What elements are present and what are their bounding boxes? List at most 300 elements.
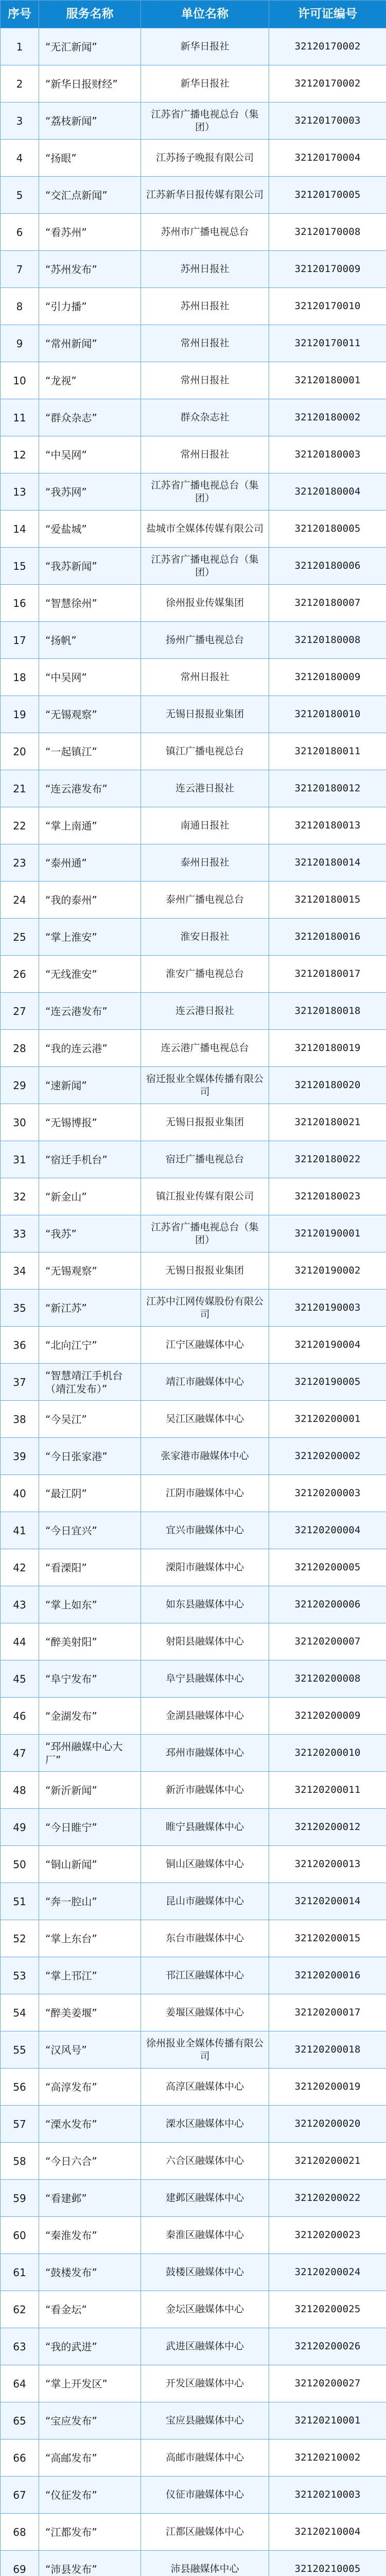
- unit-name-cell: 群众杂志社: [141, 399, 269, 436]
- license-number-cell: 32120200027: [269, 2365, 386, 2402]
- table-row: [1, 103, 386, 140]
- no-cell: 18: [1, 659, 39, 696]
- license-number-cell: 32120180018: [269, 993, 386, 1030]
- table-row: [1, 919, 386, 956]
- table-row: [1, 1290, 386, 1327]
- service-name-cell: “无汇新闻”: [39, 28, 141, 65]
- unit-name-cell: 高淳区融媒体中心: [141, 2069, 269, 2106]
- license-number-cell: 32120190002: [269, 1252, 386, 1290]
- service-name-cell: “连云港发布”: [39, 993, 141, 1030]
- service-name-cell: “新江苏”: [39, 1290, 141, 1327]
- table-row: [1, 659, 386, 696]
- license-number-cell: 32120180014: [269, 844, 386, 882]
- license-number-cell: 32120170009: [269, 251, 386, 288]
- header-unit-name: 单位名称: [141, 1, 269, 28]
- unit-name-cell: 武进区融媒体中心: [141, 2328, 269, 2365]
- unit-name-cell: 东台市融媒体中心: [141, 1920, 269, 1957]
- service-name-cell: “掌上东台”: [39, 1920, 141, 1957]
- unit-name-cell: 沛县融媒体中心: [141, 2551, 269, 2576]
- license-number-cell: 32120200001: [269, 1401, 386, 1438]
- table-row: [1, 1067, 386, 1104]
- table-row: [1, 140, 386, 177]
- license-number-cell: 32120200021: [269, 2143, 386, 2180]
- no-cell: 8: [1, 288, 39, 325]
- unit-name-cell: 建邺区融媒体中心: [141, 2180, 269, 2217]
- license-number-cell: 32120180012: [269, 770, 386, 807]
- unit-name-cell: 扬州广播电视总台: [141, 622, 269, 659]
- table-row: [1, 1327, 386, 1364]
- unit-name-cell: 常州日报社: [141, 362, 269, 399]
- service-name-cell: “今日睢宁”: [39, 1809, 141, 1846]
- service-name-cell: “智慧徐州”: [39, 585, 141, 622]
- unit-name-cell: 镇江广播电视总台: [141, 733, 269, 770]
- table-row: [1, 1809, 386, 1846]
- license-number-cell: 32120190005: [269, 1364, 386, 1401]
- no-cell: 26: [1, 956, 39, 993]
- no-cell: 10: [1, 362, 39, 399]
- no-cell: 16: [1, 585, 39, 622]
- unit-name-cell: 邗江区融媒体中心: [141, 1957, 269, 1994]
- service-name-cell: “掌上如东”: [39, 1586, 141, 1623]
- no-cell: 13: [1, 473, 39, 511]
- unit-name-cell: 淮安广播电视总台: [141, 956, 269, 993]
- service-name-cell: “常州新闻”: [39, 325, 141, 362]
- table-row: [1, 622, 386, 659]
- service-name-cell: “智慧靖江手机台（靖江发布）”: [39, 1364, 141, 1401]
- unit-name-cell: 吴江区融媒体中心: [141, 1401, 269, 1438]
- service-name-cell: “速新闻”: [39, 1067, 141, 1104]
- service-name-cell: “掌上开发区”: [39, 2365, 141, 2402]
- table-row: [1, 956, 386, 993]
- no-cell: 11: [1, 399, 39, 436]
- unit-name-cell: 宜兴市融媒体中心: [141, 1512, 269, 1549]
- no-cell: 32: [1, 1178, 39, 1215]
- no-cell: 15: [1, 548, 39, 585]
- license-number-cell: 32120200011: [269, 1772, 386, 1809]
- no-cell: 55: [1, 2031, 39, 2069]
- service-name-cell: “鼓楼发布”: [39, 2254, 141, 2291]
- table-row: [1, 473, 386, 511]
- license-number-cell: 32120200015: [269, 1920, 386, 1957]
- service-name-cell: “荔枝新闻”: [39, 103, 141, 140]
- no-cell: 50: [1, 1846, 39, 1883]
- no-cell: 62: [1, 2291, 39, 2328]
- license-number-cell: 32120180003: [269, 436, 386, 473]
- service-name-cell: “北向江宁”: [39, 1327, 141, 1364]
- license-number-cell: 32120200008: [269, 1660, 386, 1698]
- service-name-cell: “奔一腔山”: [39, 1883, 141, 1920]
- unit-name-cell: 江苏中江网传媒股份有限公司: [141, 1290, 269, 1327]
- license-number-cell: 32120170005: [269, 177, 386, 214]
- license-number-cell: 32120200005: [269, 1549, 386, 1586]
- no-cell: 19: [1, 696, 39, 733]
- license-number-cell: 32120170011: [269, 325, 386, 362]
- table-row: [1, 177, 386, 214]
- license-number-cell: 32120180021: [269, 1104, 386, 1141]
- no-cell: 34: [1, 1252, 39, 1290]
- license-number-cell: 32120180013: [269, 807, 386, 844]
- license-number-cell: 32120180008: [269, 622, 386, 659]
- unit-name-cell: 泰州广播电视总台: [141, 882, 269, 919]
- table-header: [1, 1, 386, 28]
- service-name-cell: “醉美射阳”: [39, 1623, 141, 1660]
- no-cell: 24: [1, 882, 39, 919]
- license-number-cell: 32120180023: [269, 1178, 386, 1215]
- table-row: [1, 770, 386, 807]
- license-number-cell: 32120200014: [269, 1883, 386, 1920]
- table-row: [1, 585, 386, 622]
- service-name-cell: “看苏州”: [39, 214, 141, 251]
- service-name-cell: “泰州通”: [39, 844, 141, 882]
- table-row: [1, 1215, 386, 1252]
- table-row: [1, 2439, 386, 2477]
- service-name-cell: “宝应发布”: [39, 2402, 141, 2439]
- table-row: [1, 1920, 386, 1957]
- license-number-cell: 32120180006: [269, 548, 386, 585]
- license-number-cell: 32120200023: [269, 2217, 386, 2254]
- table-row: [1, 1586, 386, 1623]
- service-name-cell: “最江阴”: [39, 1475, 141, 1512]
- service-name-cell: “无锡观察”: [39, 696, 141, 733]
- license-number-cell: 32120200009: [269, 1698, 386, 1735]
- unit-name-cell: 溧阳市融媒体中心: [141, 1549, 269, 1586]
- no-cell: 30: [1, 1104, 39, 1141]
- unit-name-cell: 宿迁广播电视总台: [141, 1141, 269, 1178]
- table-row: [1, 362, 386, 399]
- no-cell: 66: [1, 2439, 39, 2477]
- no-cell: 31: [1, 1141, 39, 1178]
- service-name-cell: “我的连云港”: [39, 1030, 141, 1067]
- service-name-cell: “无锡观察”: [39, 1252, 141, 1290]
- license-number-cell: 32120200026: [269, 2328, 386, 2365]
- no-cell: 6: [1, 214, 39, 251]
- service-name-cell: “金湖发布”: [39, 1698, 141, 1735]
- license-number-cell: 32120200012: [269, 1809, 386, 1846]
- license-number-cell: 32120200013: [269, 1846, 386, 1883]
- table-row: [1, 1660, 386, 1698]
- service-name-cell: “仪征发布”: [39, 2477, 141, 2514]
- unit-name-cell: 江苏省广播电视总台（集团）: [141, 1215, 269, 1252]
- no-cell: 41: [1, 1512, 39, 1549]
- service-name-cell: “无锡博报”: [39, 1104, 141, 1141]
- service-name-cell: “邳州融媒中心大厂”: [39, 1735, 141, 1772]
- service-name-cell: “一起镇江”: [39, 733, 141, 770]
- table-row: [1, 1438, 386, 1475]
- service-name-cell: “新华日报财经”: [39, 65, 141, 103]
- table-row: [1, 1735, 386, 1772]
- service-name-cell: “爱盐城”: [39, 511, 141, 548]
- license-number-cell: 32120200010: [269, 1735, 386, 1772]
- license-number-cell: 32120190004: [269, 1327, 386, 1364]
- unit-name-cell: 盐城市全媒体传媒有限公司: [141, 511, 269, 548]
- license-number-cell: 32120180019: [269, 1030, 386, 1067]
- license-number-cell: 32120190001: [269, 1215, 386, 1252]
- no-cell: 7: [1, 251, 39, 288]
- no-cell: 65: [1, 2402, 39, 2439]
- service-name-cell: “我苏”: [39, 1215, 141, 1252]
- license-number-cell: 32120210002: [269, 2439, 386, 2477]
- no-cell: 54: [1, 1994, 39, 2031]
- unit-name-cell: 靖江市融媒体中心: [141, 1364, 269, 1401]
- service-name-cell: “我苏网”: [39, 473, 141, 511]
- unit-name-cell: 江苏省广播电视总台（集团）: [141, 103, 269, 140]
- no-cell: 5: [1, 177, 39, 214]
- unit-name-cell: 鼓楼区融媒体中心: [141, 2254, 269, 2291]
- no-cell: 42: [1, 1549, 39, 1586]
- unit-name-cell: 宝应县融媒体中心: [141, 2402, 269, 2439]
- unit-name-cell: 姜堰区融媒体中心: [141, 1994, 269, 2031]
- license-number-cell: 32120170004: [269, 140, 386, 177]
- unit-name-cell: 宿迁报业全媒体传播有限公司: [141, 1067, 269, 1104]
- unit-name-cell: 江都区融媒体中心: [141, 2514, 269, 2551]
- no-cell: 20: [1, 733, 39, 770]
- unit-name-cell: 邳州市融媒体中心: [141, 1735, 269, 1772]
- service-name-cell: “高邮发布”: [39, 2439, 141, 2477]
- unit-name-cell: 铜山区融媒体中心: [141, 1846, 269, 1883]
- unit-name-cell: 连云港广播电视总台: [141, 1030, 269, 1067]
- unit-name-cell: 射阳县融媒体中心: [141, 1623, 269, 1660]
- no-cell: 64: [1, 2365, 39, 2402]
- no-cell: 69: [1, 2551, 39, 2576]
- license-number-cell: 32120200002: [269, 1438, 386, 1475]
- table-row: [1, 1549, 386, 1586]
- license-number-cell: 32120180011: [269, 733, 386, 770]
- license-number-cell: 32120200006: [269, 1586, 386, 1623]
- unit-name-cell: 金坛区融媒体中心: [141, 2291, 269, 2328]
- unit-name-cell: 昆山市融媒体中心: [141, 1883, 269, 1920]
- table-row: [1, 2477, 386, 2514]
- unit-name-cell: 江宁区融媒体中心: [141, 1327, 269, 1364]
- no-cell: 44: [1, 1623, 39, 1660]
- service-name-cell: “龙视”: [39, 362, 141, 399]
- no-cell: 53: [1, 1957, 39, 1994]
- unit-name-cell: 江苏新华日报传媒有限公司: [141, 177, 269, 214]
- no-cell: 68: [1, 2514, 39, 2551]
- table-row: [1, 1623, 386, 1660]
- table-row: [1, 511, 386, 548]
- unit-name-cell: 苏州日报社: [141, 251, 269, 288]
- table-row: [1, 1030, 386, 1067]
- unit-name-cell: 溧水区融媒体中心: [141, 2106, 269, 2143]
- unit-name-cell: 江苏省广播电视总台（集团）: [141, 473, 269, 511]
- license-number-cell: 32120200022: [269, 2180, 386, 2217]
- table-row: [1, 2143, 386, 2180]
- no-cell: 60: [1, 2217, 39, 2254]
- table-row: [1, 214, 386, 251]
- service-name-cell: “交汇点新闻”: [39, 177, 141, 214]
- service-name-cell: “秦淮发布”: [39, 2217, 141, 2254]
- license-number-cell: 32120200019: [269, 2069, 386, 2106]
- table-row: [1, 1698, 386, 1735]
- table-row: [1, 1401, 386, 1438]
- no-cell: 46: [1, 1698, 39, 1735]
- table-row: [1, 2254, 386, 2291]
- table-row: [1, 2551, 386, 2576]
- no-cell: 27: [1, 993, 39, 1030]
- no-cell: 37: [1, 1364, 39, 1401]
- service-name-cell: “扬帆”: [39, 622, 141, 659]
- no-cell: 28: [1, 1030, 39, 1067]
- service-name-cell: “醉美姜堰”: [39, 1994, 141, 2031]
- service-name-cell: “今日宜兴”: [39, 1512, 141, 1549]
- unit-name-cell: 常州日报社: [141, 325, 269, 362]
- license-number-cell: 32120180015: [269, 882, 386, 919]
- service-name-cell: “我的武进”: [39, 2328, 141, 2365]
- unit-name-cell: 泰州日报社: [141, 844, 269, 882]
- license-number-cell: 32120180001: [269, 362, 386, 399]
- service-name-cell: “中吴网”: [39, 659, 141, 696]
- service-name-cell: “中吴网”: [39, 436, 141, 473]
- no-cell: 52: [1, 1920, 39, 1957]
- table-row: [1, 2402, 386, 2439]
- service-name-cell: “引力播”: [39, 288, 141, 325]
- service-name-cell: “看溧阳”: [39, 1549, 141, 1586]
- table-row: [1, 1104, 386, 1141]
- table-row: [1, 2514, 386, 2551]
- unit-name-cell: 江苏省广播电视总台（集团）: [141, 548, 269, 585]
- service-name-cell: “扬眼”: [39, 140, 141, 177]
- license-number-cell: 32120180002: [269, 399, 386, 436]
- table-row: [1, 733, 386, 770]
- header-no: 序号: [1, 1, 39, 28]
- license-number-cell: 32120200007: [269, 1623, 386, 1660]
- table-row: [1, 807, 386, 844]
- license-number-cell: 32120200025: [269, 2291, 386, 2328]
- license-number-cell: 32120180022: [269, 1141, 386, 1178]
- table-row: [1, 251, 386, 288]
- service-name-cell: “看金坛”: [39, 2291, 141, 2328]
- no-cell: 51: [1, 1883, 39, 1920]
- table-row: [1, 1141, 386, 1178]
- unit-name-cell: 常州日报社: [141, 659, 269, 696]
- service-name-cell: “汉风号”: [39, 2031, 141, 2069]
- unit-name-cell: 连云港日报社: [141, 993, 269, 1030]
- no-cell: 25: [1, 919, 39, 956]
- license-number-cell: 32120210005: [269, 2551, 386, 2576]
- no-cell: 49: [1, 1809, 39, 1846]
- no-cell: 1: [1, 28, 39, 65]
- table-row: [1, 2106, 386, 2143]
- unit-name-cell: 秦淮区融媒体中心: [141, 2217, 269, 2254]
- table-row: [1, 1475, 386, 1512]
- unit-name-cell: 南通日报社: [141, 807, 269, 844]
- license-number-cell: 32120180020: [269, 1067, 386, 1104]
- license-number-cell: 32120200016: [269, 1957, 386, 1994]
- no-cell: 14: [1, 511, 39, 548]
- table-row: [1, 288, 386, 325]
- license-number-cell: 32120180010: [269, 696, 386, 733]
- unit-name-cell: 无锡日报报业集团: [141, 696, 269, 733]
- table-row: [1, 436, 386, 473]
- unit-name-cell: 高邮市融媒体中心: [141, 2439, 269, 2477]
- license-number-cell: 32120200003: [269, 1475, 386, 1512]
- license-number-cell: 32120180009: [269, 659, 386, 696]
- table-row: [1, 548, 386, 585]
- no-cell: 4: [1, 140, 39, 177]
- service-name-cell: “掌上南通”: [39, 807, 141, 844]
- service-name-cell: “掌上邗江”: [39, 1957, 141, 1994]
- service-name-cell: “沛县发布”: [39, 2551, 141, 2576]
- table-row: [1, 993, 386, 1030]
- unit-name-cell: 仪征市融媒体中心: [141, 2477, 269, 2514]
- table-row: [1, 28, 386, 65]
- unit-name-cell: 江苏扬子晚报有限公司: [141, 140, 269, 177]
- service-name-cell: “群众杂志”: [39, 399, 141, 436]
- unit-name-cell: 徐州报业传媒集团: [141, 585, 269, 622]
- table-row: [1, 65, 386, 103]
- no-cell: 47: [1, 1735, 39, 1772]
- no-cell: 61: [1, 2254, 39, 2291]
- no-cell: 57: [1, 2106, 39, 2143]
- no-cell: 17: [1, 622, 39, 659]
- service-name-cell: “今日六合”: [39, 2143, 141, 2180]
- unit-name-cell: 新沂市融媒体中心: [141, 1772, 269, 1809]
- table-row: [1, 2031, 386, 2069]
- table-row: [1, 2069, 386, 2106]
- license-number-cell: 32120210004: [269, 2514, 386, 2551]
- table-row: [1, 325, 386, 362]
- no-cell: 9: [1, 325, 39, 362]
- table-body: [1, 28, 386, 2576]
- table-row: [1, 2180, 386, 2217]
- table-row: [1, 1252, 386, 1290]
- service-name-cell: “我的泰州”: [39, 882, 141, 919]
- unit-name-cell: 六合区融媒体中心: [141, 2143, 269, 2180]
- license-number-cell: 32120180017: [269, 956, 386, 993]
- unit-name-cell: 苏州市广播电视总台: [141, 214, 269, 251]
- license-number-cell: 32120200024: [269, 2254, 386, 2291]
- service-name-cell: “新金山”: [39, 1178, 141, 1215]
- unit-name-cell: 江阴市融媒体中心: [141, 1475, 269, 1512]
- no-cell: 40: [1, 1475, 39, 1512]
- no-cell: 22: [1, 807, 39, 844]
- table-row: [1, 2291, 386, 2328]
- table-row: [1, 1178, 386, 1215]
- no-cell: 48: [1, 1772, 39, 1809]
- table-row: [1, 2365, 386, 2402]
- unit-name-cell: 睢宁县融媒体中心: [141, 1809, 269, 1846]
- table-row: [1, 1957, 386, 1994]
- header-row: [1, 1, 386, 28]
- unit-name-cell: 连云港日报社: [141, 770, 269, 807]
- license-number-cell: 32120200017: [269, 1994, 386, 2031]
- no-cell: 29: [1, 1067, 39, 1104]
- no-cell: 63: [1, 2328, 39, 2365]
- table-row: [1, 2217, 386, 2254]
- license-number-cell: 32120210003: [269, 2477, 386, 2514]
- service-name-cell: “江都发布”: [39, 2514, 141, 2551]
- unit-name-cell: 如东县融媒体中心: [141, 1586, 269, 1623]
- table-row: [1, 882, 386, 919]
- service-name-cell: “今吴江”: [39, 1401, 141, 1438]
- no-cell: 2: [1, 65, 39, 103]
- license-number-cell: 32120170002: [269, 65, 386, 103]
- no-cell: 35: [1, 1290, 39, 1327]
- license-number-cell: 32120180004: [269, 473, 386, 511]
- unit-name-cell: 金湖县融媒体中心: [141, 1698, 269, 1735]
- no-cell: 39: [1, 1438, 39, 1475]
- unit-name-cell: 无锡日报报业集团: [141, 1252, 269, 1290]
- unit-name-cell: 苏州日报社: [141, 288, 269, 325]
- table-row: [1, 2328, 386, 2365]
- service-name-cell: “今日张家港”: [39, 1438, 141, 1475]
- no-cell: 36: [1, 1327, 39, 1364]
- no-cell: 12: [1, 436, 39, 473]
- no-cell: 21: [1, 770, 39, 807]
- unit-name-cell: 张家港市融媒体中心: [141, 1438, 269, 1475]
- no-cell: 59: [1, 2180, 39, 2217]
- no-cell: 67: [1, 2477, 39, 2514]
